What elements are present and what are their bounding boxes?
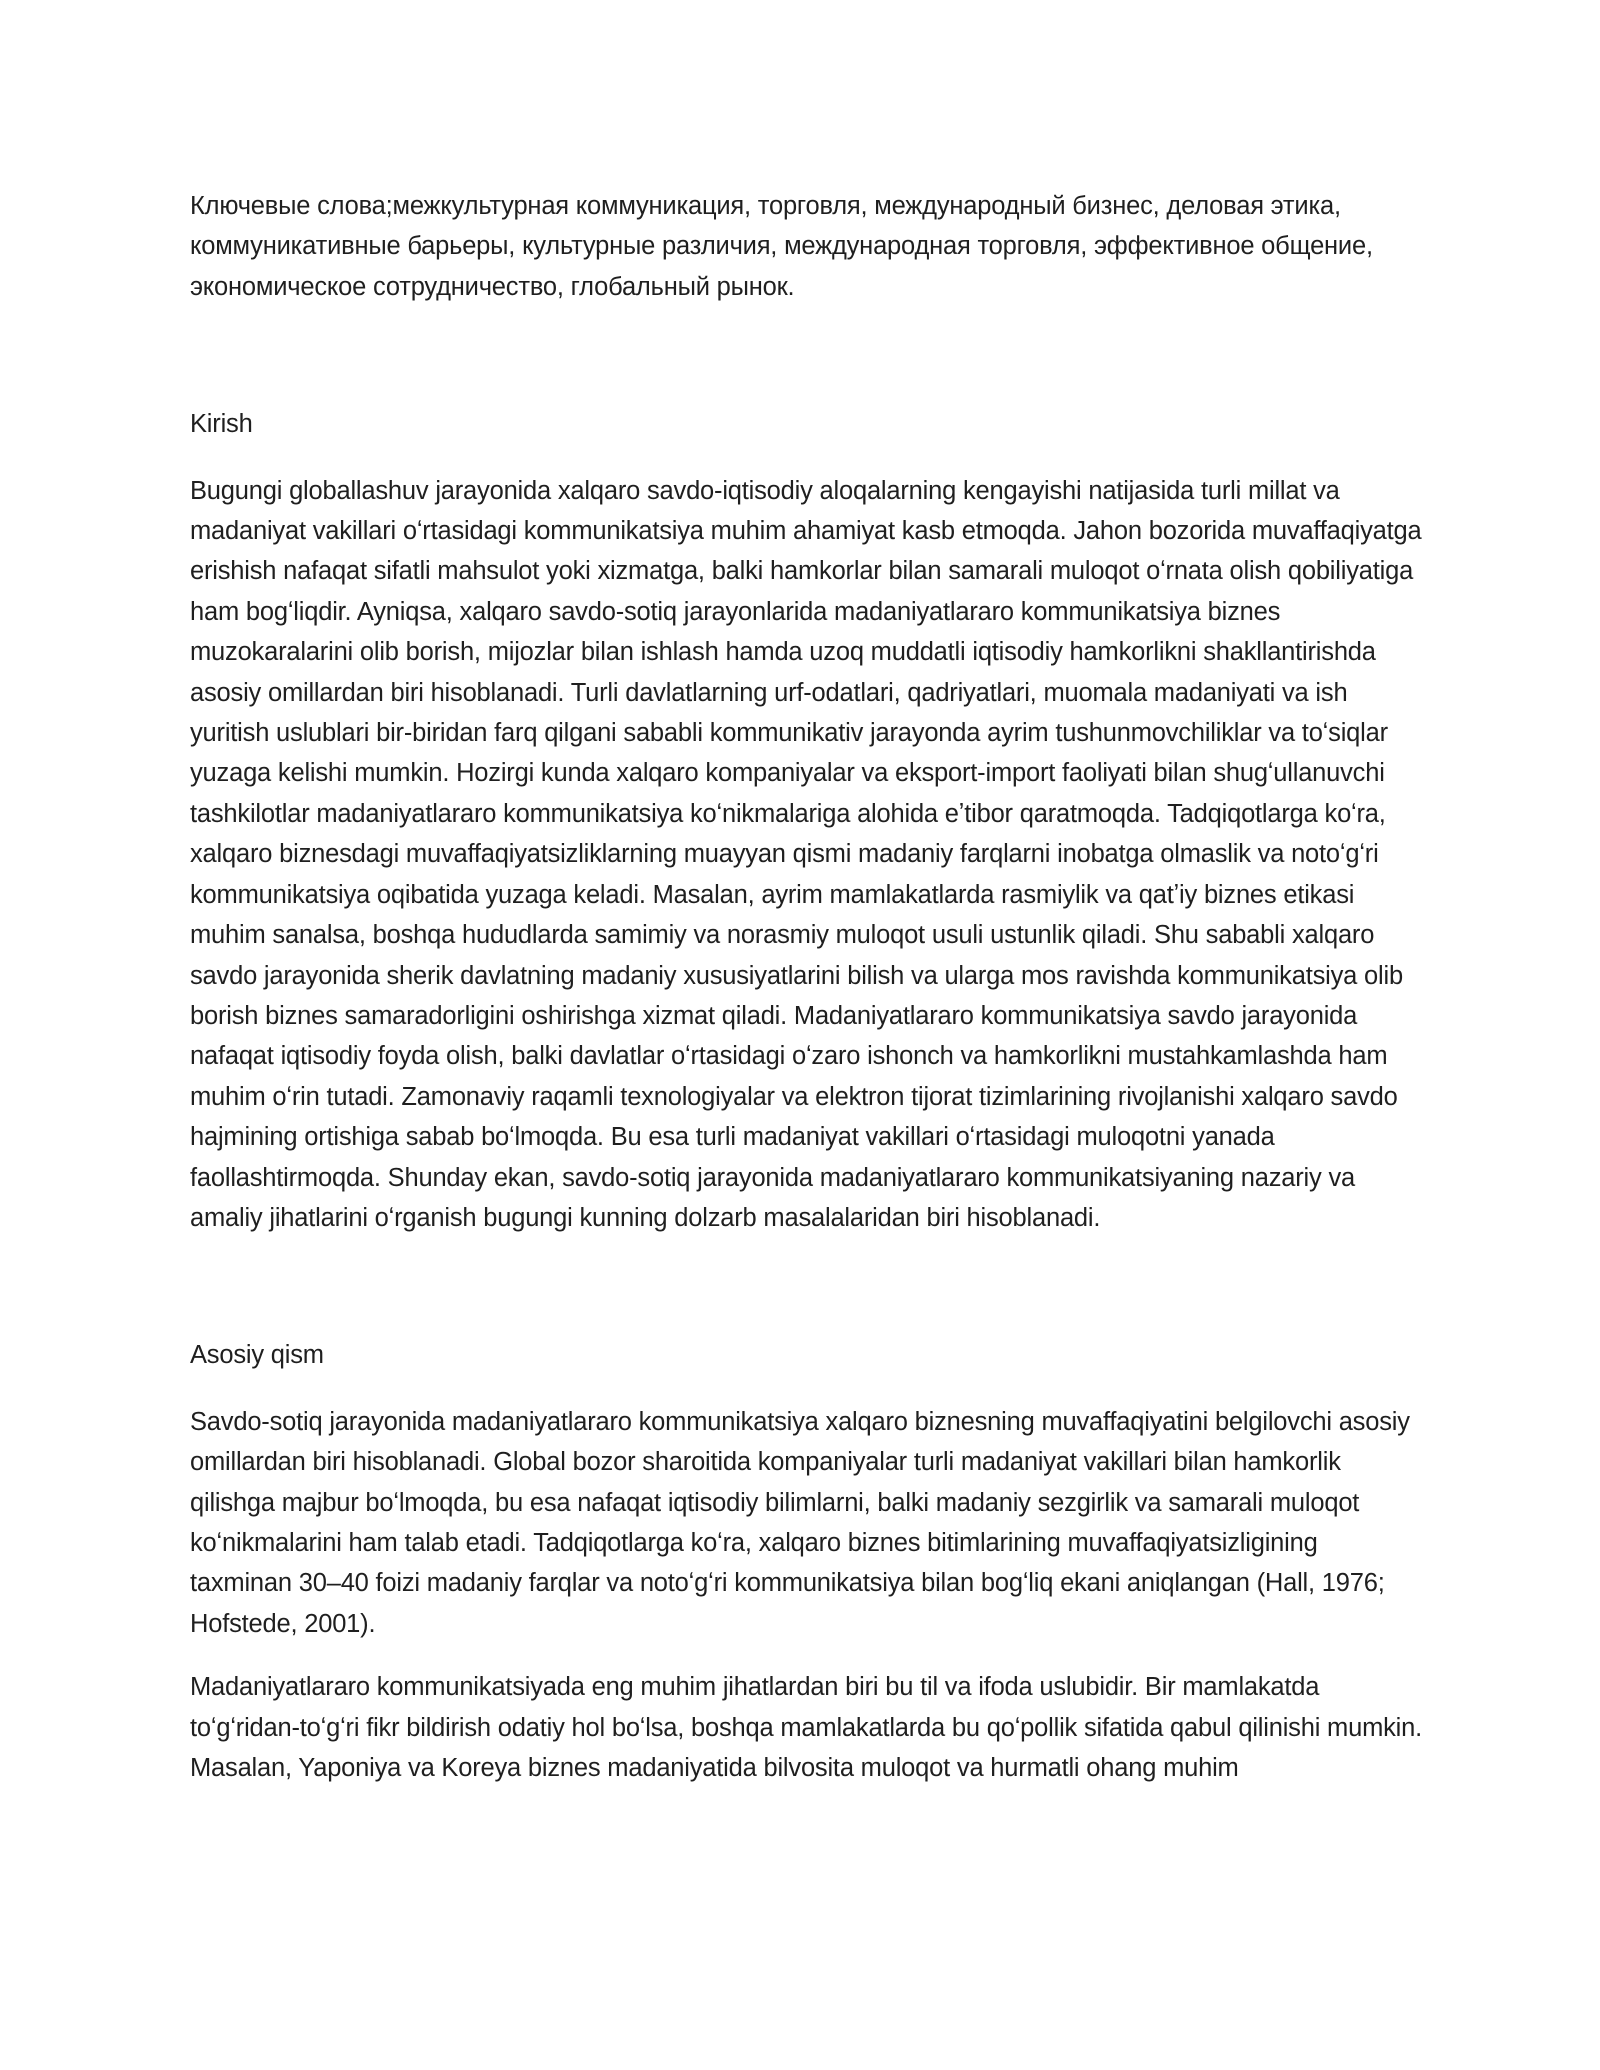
keywords-paragraph: Ключевые слова;межкультурная коммуникация, торговля, международный бизнес, деловая этика, коммуникативные барьеры, культурные различия, международная торговля, эффективное общение, экономическое сотрудничество, глобальный рынок. — [190, 192, 1373, 301]
main-paragraph-1: Savdo-sotiq jarayonida madaniyatlararo kommunikatsiya xalqaro biznesning muvaffaqiyatini belgilovchi asosiy omillardan biri hisoblanadi. Global bozor sharoitida kompaniyalar turli madaniyat vakillari bilan hamkorlik qilishga majbur boʻlmoqda, bu esa nafaqat iqtisodiy bilimlarni, balki madaniy sezgirlik va samarali muloqot koʻnikmalarini ham talab etadi. Tadqiqotlarga koʻra, xalqaro biznes bitimlarining muvaffaqiyatsizligining taxminan 30–40 foizi madaniy farqlar va notoʻgʻri kommunikatsiya bilan bogʻliq ekani aniqlangan (Hall, 1976; Hofstede, 2001). — [190, 1407, 1410, 1638]
main-paragraph-2: Madaniyatlararo kommunikatsiyada eng muhim jihatlardan biri bu til va ifoda uslubidir. Bir mamlakatda toʻgʻridan-toʻgʻri fikr bildirish odatiy hol boʻlsa, boshqa mamlakatlarda bu qoʻpollik sifatida qabul qilinishi mumkin. Masalan, Yaponiya va Koreya biznes madaniyatida bilvosita muloqot va hurmatli ohang muhim — [190, 1673, 1422, 1782]
section-heading-main: Asosiy qism — [190, 1341, 324, 1370]
section-heading-intro: Kirish — [190, 410, 253, 439]
intro-paragraph: Bugungi globallashuv jarayonida xalqaro savdo-iqtisodiy aloqalarning kengayishi natijasida turli millat va madaniyat vakillari oʻrtasidagi kommunikatsiya muhim ahamiyat kasb etmoqda. Jahon bozorida muvaffaqiyatga erishish nafaqat sifatli mahsulot yoki xizmatga, balki hamkorlar bilan samarali muloqot oʻrnata olish qobiliyatiga ham bogʻliqdir. Ayniqsa, xalqaro savdo-sotiq jarayonlarida madaniyatlararo kommunikatsiya biznes muzokaralarini olib borish, mijozlar bilan ishlash hamda uzoq muddatli iqtisodiy hamkorlikni shakllantirishda asosiy omillardan biri hisoblanadi. Turli davlatlarning urf-odatlari, qadriyatlari, muomala madaniyati va ish yuritish uslublari bir-biridan farq qilgani sababli kommunikativ jarayonda ayrim tushunmovchiliklar va toʻsiqlar yuzaga kelishi mumkin. Hozirgi kunda xalqaro kompaniyalar va eksport-import faoliyati bilan shugʻullanuvchi tashkilotlar madaniyatlararo kommunikatsiya koʻnikmalariga alohida eʼtibor qaratmoqda. Tadqiqotlarga koʻra, xalqaro biznesdagi muvaffaqiyatsizliklarning muayyan qismi madaniy farqlarni inobatga olmaslik va notoʻgʻri kommunikatsiya oqibatida yuzaga keladi. Masalan, ayrim mamlakatlarda rasmiylik va qatʼiy biznes etikasi muhim sanalsa, boshqa hududlarda samimiy va norasmiy muloqot usuli ustunlik qiladi. Shu sababli xalqaro savdo jarayonida sherik davlatning madaniy xususiyatlarini bilish va ularga mos ravishda kommunikatsiya olib borish biznes samaradorligini oshirishga xizmat qiladi. Madaniyatlararo kommunikatsiya savdo jarayonida nafaqat iqtisodiy foyda olish, balki davlatlar oʻrtasidagi oʻzaro ishonch va hamkorlikni mustahkamlashda ham muhim oʻrin tutadi. Zamonaviy raqamli texnologiyalar va elektron tijorat tizimlarining rivojlanishi xalqaro savdo hajmining ortishiga sabab boʻlmoqda. Bu esa turli madaniyat vakillari oʻrtasidagi muloqotni yanada faollashtirmoqda. Shunday ekan, savdo-sotiq jarayonida madaniyatlararo kommunikatsiyaning nazariy va amaliy jihatlarini oʻrganish bugungi kunning dolzarb masalalaridan biri hisoblanadi. — [190, 476, 1422, 1232]
document-page — [190, 186, 1422, 1788]
